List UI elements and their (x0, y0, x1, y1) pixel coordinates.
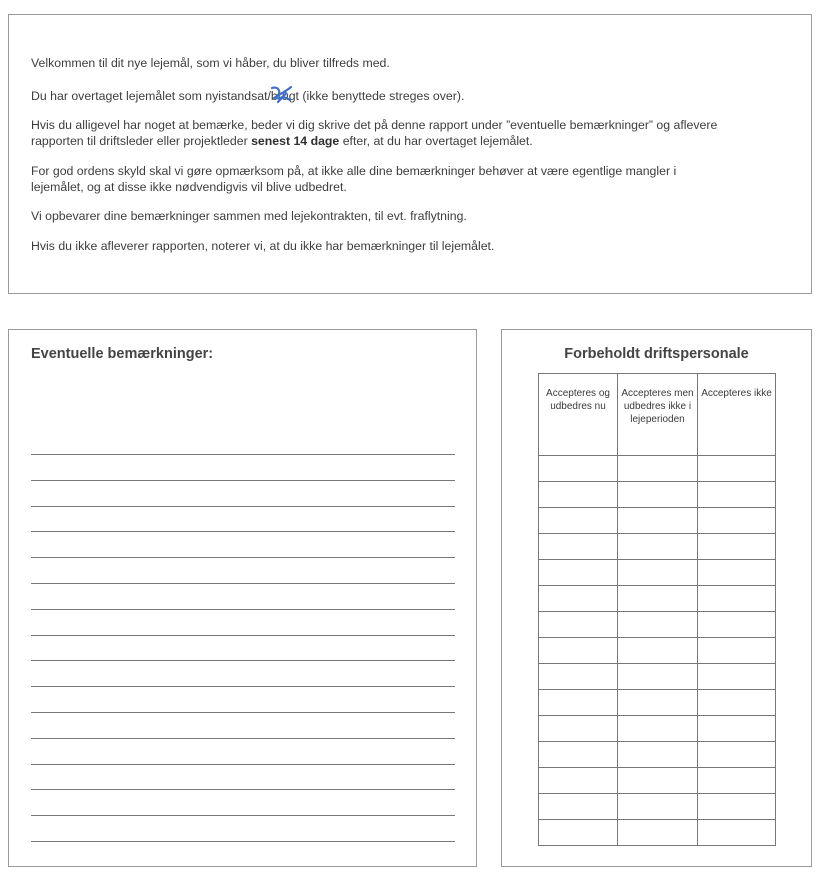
table-cell[interactable] (539, 456, 618, 482)
table-row (539, 820, 776, 846)
table-cell[interactable] (539, 820, 618, 846)
instructions-text-b: efter, at du har overtaget lejemålet. (339, 134, 533, 148)
table-cell[interactable] (539, 768, 618, 794)
remark-line[interactable] (31, 841, 455, 842)
table-row (539, 612, 776, 638)
remark-line[interactable] (31, 480, 455, 481)
table-cell[interactable] (539, 508, 618, 534)
table-cell[interactable] (618, 820, 698, 846)
table-row (539, 534, 776, 560)
table-cell[interactable] (618, 716, 698, 742)
staff-section (501, 329, 812, 867)
table-cell[interactable] (539, 560, 618, 586)
table-cell[interactable] (618, 690, 698, 716)
table-row (539, 742, 776, 768)
table-cell[interactable] (539, 534, 618, 560)
table-cell[interactable] (539, 612, 618, 638)
staff-table-header (539, 374, 776, 456)
table-row (539, 508, 776, 534)
table-row (539, 456, 776, 482)
table-row (539, 690, 776, 716)
table-cell[interactable] (698, 716, 776, 742)
table-cell[interactable] (698, 456, 776, 482)
struck-word: brugt (270, 89, 299, 103)
table-cell[interactable] (539, 638, 618, 664)
instructions-text (31, 117, 771, 149)
no-report-text: Hvis du ikke afleverer rapporten, noterer vi, at du ikke har bemærkninger til lejemålet. (31, 239, 495, 253)
table-row (539, 638, 776, 664)
table-cell[interactable] (618, 456, 698, 482)
table-cell[interactable] (618, 482, 698, 508)
condition-text-after: (ikke benyttede streges over). (298, 89, 465, 103)
table-cell[interactable] (618, 794, 698, 820)
remark-line[interactable] (31, 557, 455, 558)
table-cell[interactable] (698, 690, 776, 716)
remark-line[interactable] (31, 738, 455, 739)
table-row (539, 794, 776, 820)
table-cell[interactable] (618, 664, 698, 690)
table-cell[interactable] (539, 482, 618, 508)
instructions-text-a: Hvis du alligevel har noget at bemærke, beder vi dig skrive det på denne rapport under ”eventuelle bemærkninger” og aflevere rapporten til driftsleder eller projektleder (31, 118, 718, 148)
table-cell[interactable] (618, 534, 698, 560)
staff-title: Forbeholdt driftspersonale (564, 346, 749, 362)
pen-scribble-mark (268, 84, 294, 106)
table-cell[interactable] (698, 742, 776, 768)
staff-table-body (539, 456, 776, 846)
condition-text-before: Du har overtaget lejemålet som nyistandsat/ (31, 89, 271, 103)
table-cell[interactable] (618, 612, 698, 638)
deadline-text: senest 14 dage (251, 134, 340, 148)
table-cell[interactable] (539, 794, 618, 820)
column-header-accept-fix-now: Accepteres og udbedres nu (539, 374, 618, 456)
remark-line[interactable] (31, 583, 455, 584)
table-cell[interactable] (618, 638, 698, 664)
table-cell[interactable] (698, 612, 776, 638)
remarks-section (8, 329, 477, 867)
remark-line[interactable] (31, 712, 455, 713)
storage-text: Vi opbevarer dine bemærkninger sammen med lejekontrakten, til evt. fraflytning. (31, 209, 467, 223)
remark-line[interactable] (31, 764, 455, 765)
table-cell[interactable] (539, 664, 618, 690)
table-row (539, 664, 776, 690)
table-cell[interactable] (618, 586, 698, 612)
table-cell[interactable] (698, 820, 776, 846)
remark-line[interactable] (31, 686, 455, 687)
staff-table (538, 373, 776, 846)
remark-line[interactable] (31, 609, 455, 610)
intro-section (8, 14, 812, 294)
table-row (539, 716, 776, 742)
table-cell[interactable] (618, 508, 698, 534)
disclaimer-text: For god ordens skyld skal vi gøre opmærksom på, at ikke alle dine bemærkninger behøver at være egentlige mangler i lejemålet, og at disse ikke nødvendigvis vil blive udbedret. (31, 164, 677, 194)
table-cell[interactable] (698, 586, 776, 612)
table-row (539, 586, 776, 612)
table-cell[interactable] (698, 768, 776, 794)
struck-option (271, 88, 299, 104)
table-cell[interactable] (698, 794, 776, 820)
table-row (539, 482, 776, 508)
remark-line[interactable] (31, 789, 455, 790)
remarks-title: Eventuelle bemærkninger: (31, 346, 214, 362)
condition-text (31, 88, 464, 104)
table-cell[interactable] (618, 768, 698, 794)
remark-line[interactable] (31, 815, 455, 816)
table-cell[interactable] (698, 508, 776, 534)
table-cell[interactable] (539, 586, 618, 612)
table-cell[interactable] (698, 560, 776, 586)
table-cell[interactable] (698, 664, 776, 690)
table-row (539, 560, 776, 586)
column-header-not-accepted: Accepteres ikke (698, 374, 776, 456)
remark-line[interactable] (31, 635, 455, 636)
table-cell[interactable] (618, 742, 698, 768)
remark-line[interactable] (31, 454, 455, 455)
remark-line[interactable] (31, 660, 455, 661)
table-cell[interactable] (698, 534, 776, 560)
table-cell[interactable] (539, 716, 618, 742)
column-header-accept-no-fix: Accepteres men udbedres ikke i lejeperioden (618, 374, 698, 456)
table-cell[interactable] (618, 560, 698, 586)
table-cell[interactable] (539, 742, 618, 768)
table-cell[interactable] (539, 690, 618, 716)
welcome-text: Velkommen til dit nye lejemål, som vi håber, du bliver tilfreds med. (31, 56, 390, 70)
table-cell[interactable] (698, 482, 776, 508)
remark-line[interactable] (31, 531, 455, 532)
table-cell[interactable] (698, 638, 776, 664)
remark-line[interactable] (31, 506, 455, 507)
table-row (539, 768, 776, 794)
